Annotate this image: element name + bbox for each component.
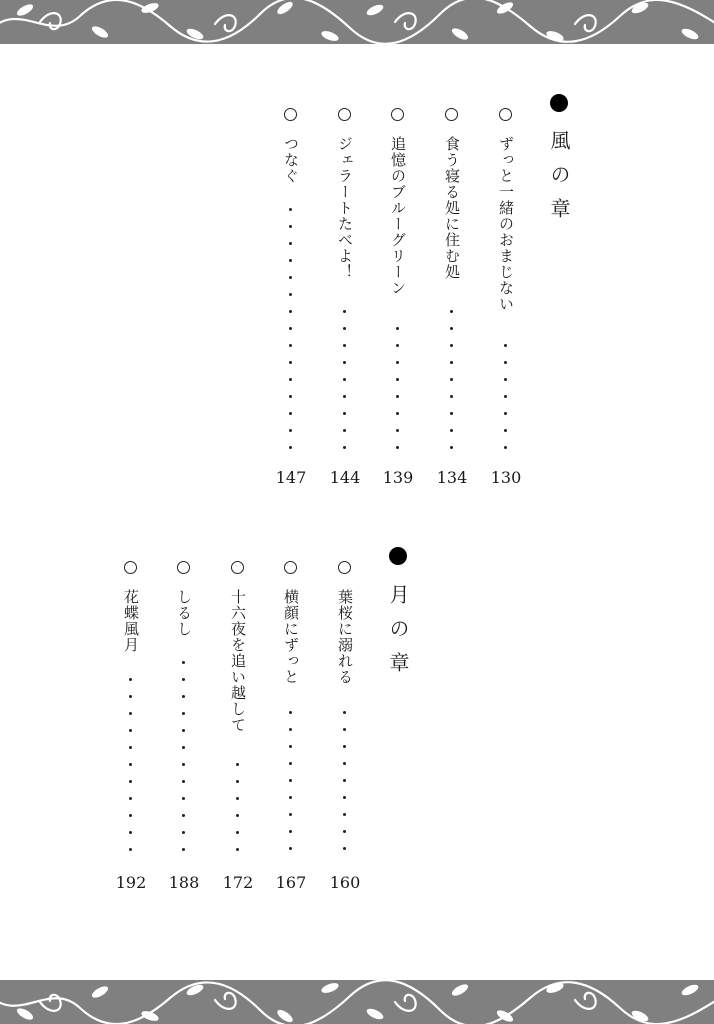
leader-dot xyxy=(182,661,185,664)
leader-dot xyxy=(343,796,346,799)
leader-dot xyxy=(450,429,453,432)
leader-dot xyxy=(289,361,292,364)
leader-dot xyxy=(504,429,507,432)
leader-dot xyxy=(504,446,507,449)
leader-dot xyxy=(182,678,185,681)
entry-page-number: 130 xyxy=(490,468,522,487)
leader-dot xyxy=(289,208,292,211)
leader-dot xyxy=(129,848,132,851)
leader-dot xyxy=(289,225,292,228)
leader-dot xyxy=(343,711,346,714)
leader-dot xyxy=(343,446,346,449)
leader-dot xyxy=(236,763,239,766)
leader-dot xyxy=(504,378,507,381)
leader-dot xyxy=(396,327,399,330)
leader-dot xyxy=(236,780,239,783)
leader-dot xyxy=(343,412,346,415)
entry-title: 横顔にずっと xyxy=(282,589,300,685)
leader-dot xyxy=(289,830,292,833)
section-title: 風の章 xyxy=(547,130,571,232)
leader-dot xyxy=(450,446,453,449)
leader-dot xyxy=(182,763,185,766)
leader-dot xyxy=(236,848,239,851)
leader-dot xyxy=(182,729,185,732)
leader-dot xyxy=(396,378,399,381)
leader-dot xyxy=(182,780,185,783)
leader-dot xyxy=(289,728,292,731)
leader-dot xyxy=(289,779,292,782)
leader-dot xyxy=(236,831,239,834)
leader-dot xyxy=(396,344,399,347)
leader-dot xyxy=(182,695,185,698)
leader-dot xyxy=(182,712,185,715)
leader-dot xyxy=(504,344,507,347)
leader-dot xyxy=(182,746,185,749)
leader-dot xyxy=(129,678,132,681)
leader-dot xyxy=(182,831,185,834)
leader-dot xyxy=(396,429,399,432)
leader-dot xyxy=(343,830,346,833)
leader-dot xyxy=(504,361,507,364)
leader-dot xyxy=(129,814,132,817)
leader-dot xyxy=(343,378,346,381)
entry-page-number: 134 xyxy=(436,468,468,487)
entry-title: つなぐ xyxy=(282,136,300,184)
leader-dot xyxy=(129,763,132,766)
leader-dot xyxy=(289,745,292,748)
entry-page-number: 188 xyxy=(168,873,200,892)
leader-dot xyxy=(129,712,132,715)
top-ornament-band xyxy=(0,0,714,44)
leader-dot xyxy=(450,327,453,330)
leader-dot xyxy=(289,378,292,381)
leader-dot xyxy=(343,395,346,398)
leader-dot xyxy=(450,395,453,398)
leader-dot xyxy=(343,429,346,432)
leader-dot xyxy=(182,797,185,800)
leader-dot xyxy=(236,814,239,817)
entry-page-number: 192 xyxy=(115,873,147,892)
entry-bullet-icon xyxy=(231,561,244,574)
entry-page-number: 139 xyxy=(382,468,414,487)
leader-dot xyxy=(289,429,292,432)
leader-dot xyxy=(343,344,346,347)
leader-dot xyxy=(289,293,292,296)
leader-dot xyxy=(343,728,346,731)
leader-dot xyxy=(343,310,346,313)
leader-dot xyxy=(343,847,346,850)
section-title: 月の章 xyxy=(386,584,410,686)
leader-dot xyxy=(396,361,399,364)
leader-dot xyxy=(289,242,292,245)
leader-dot xyxy=(343,327,346,330)
leader-dot xyxy=(289,344,292,347)
entry-bullet-icon xyxy=(124,561,137,574)
leader-dot xyxy=(289,276,292,279)
leader-dot xyxy=(129,695,132,698)
vine-ornament-icon xyxy=(0,0,714,44)
section-bullet-icon xyxy=(389,547,407,565)
entry-bullet-icon xyxy=(284,561,297,574)
leader-dot xyxy=(289,412,292,415)
vine-ornament-icon xyxy=(0,980,714,1024)
leader-dot xyxy=(289,446,292,449)
leader-dot xyxy=(450,361,453,364)
leader-dot xyxy=(129,746,132,749)
entry-title: 食う寝る処に住む処 xyxy=(443,136,461,280)
leader-dot xyxy=(343,813,346,816)
entry-title: ずっと一緒のおまじない xyxy=(497,136,515,312)
leader-dot xyxy=(236,797,239,800)
entry-bullet-icon xyxy=(338,561,351,574)
leader-dot xyxy=(289,310,292,313)
section-bullet-icon xyxy=(550,94,568,112)
entry-bullet-icon xyxy=(391,108,404,121)
leader-dot xyxy=(396,446,399,449)
leader-dot xyxy=(504,412,507,415)
entry-bullet-icon xyxy=(338,108,351,121)
entry-title: 追憶のブルーグリーン xyxy=(389,136,407,296)
entry-page-number: 147 xyxy=(275,468,307,487)
leader-dot xyxy=(129,729,132,732)
entry-title: しるし xyxy=(175,589,193,637)
entry-title: ジェラートたべよ！ xyxy=(336,136,354,280)
leader-dot xyxy=(343,745,346,748)
leader-dot xyxy=(343,779,346,782)
leader-dot xyxy=(396,395,399,398)
entry-title: 花蝶風月 xyxy=(122,589,140,653)
leader-dot xyxy=(450,310,453,313)
leader-dot xyxy=(450,378,453,381)
entry-page-number: 144 xyxy=(329,468,361,487)
entry-bullet-icon xyxy=(445,108,458,121)
entry-title: 葉桜に溺れる xyxy=(336,589,354,685)
entry-page-number: 172 xyxy=(222,873,254,892)
leader-dot xyxy=(343,361,346,364)
leader-dot xyxy=(289,259,292,262)
leader-dot xyxy=(504,395,507,398)
leader-dot xyxy=(129,797,132,800)
entry-bullet-icon xyxy=(284,108,297,121)
leader-dot xyxy=(289,813,292,816)
entry-title: 十六夜を追い越して xyxy=(229,589,247,733)
leader-dot xyxy=(396,412,399,415)
leader-dot xyxy=(289,796,292,799)
entry-page-number: 160 xyxy=(329,873,361,892)
entry-bullet-icon xyxy=(499,108,512,121)
leader-dot xyxy=(129,831,132,834)
leader-dot xyxy=(182,848,185,851)
leader-dot xyxy=(289,762,292,765)
bottom-ornament-band xyxy=(0,980,714,1024)
leader-dot xyxy=(289,711,292,714)
leader-dot xyxy=(129,780,132,783)
entry-bullet-icon xyxy=(177,561,190,574)
leader-dot xyxy=(289,327,292,330)
leader-dot xyxy=(450,412,453,415)
leader-dot xyxy=(182,814,185,817)
leader-dot xyxy=(343,762,346,765)
leader-dot xyxy=(450,344,453,347)
leader-dot xyxy=(289,395,292,398)
leader-dot xyxy=(289,847,292,850)
entry-page-number: 167 xyxy=(275,873,307,892)
